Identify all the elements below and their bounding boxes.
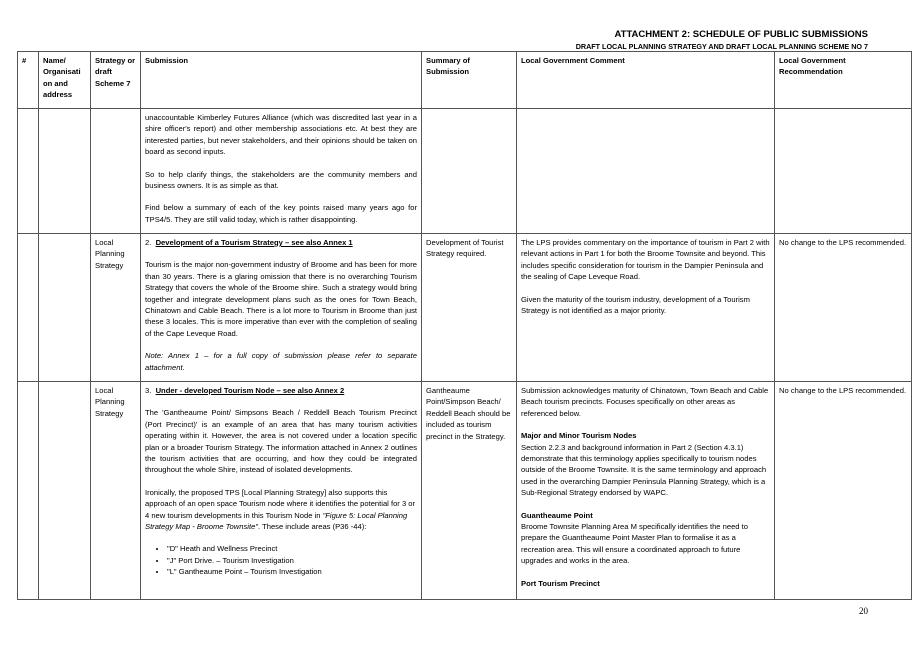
cell-strategy — [91, 109, 141, 234]
submissions-table — [17, 51, 912, 600]
col-header-name: Name/ Organisati on and address — [39, 52, 91, 109]
submission-note: Note: Annex 1 – for a full copy of submission please refer to separate attachment. — [145, 351, 417, 372]
submission-paragraph: unaccountable Kimberley Futures Alliance (which was discredited last year in a shire officer's report) and other membership associations etc. At best they are interested parties, but never stakeholders, and their opinions should be taken on board as second inputs. — [145, 113, 417, 157]
cell-recommendation — [775, 109, 912, 234]
submission-paragraph: So to help clarify things, the stakeholders are the community members and business owners. It is as simple as that. — [145, 169, 417, 191]
submission-heading — [145, 385, 417, 396]
cell-number — [18, 109, 39, 234]
comment-subheading: Guantheaume Point — [521, 510, 593, 520]
cell-name — [39, 234, 91, 382]
col-header-recommendation: Local Government Recommendation — [775, 52, 912, 109]
cell-summary: Gantheaume Point/Simpson Beach/ Reddell Beach should be included as tourism precinct in the Strategy. — [422, 382, 517, 600]
heading-number: 2. — [145, 238, 152, 247]
table-row — [18, 109, 912, 234]
cell-summary — [422, 109, 517, 234]
cell-comment — [517, 234, 775, 382]
cell-recommendation: No change to the LPS recommended. — [775, 382, 912, 600]
table-header-row — [18, 52, 912, 109]
col-header-summary: Summary of Submission — [422, 52, 517, 109]
col-header-strategy: Strategy or draft Scheme 7 — [91, 52, 141, 109]
cell-name — [39, 109, 91, 234]
cell-strategy: Local Planning Strategy — [91, 382, 141, 600]
table-row — [18, 382, 912, 600]
comment-paragraph: Section 2.2.3 and background information in Part 2 (Section 4.3.1) demonstrate that this terminology applies specifically to tourism nodes outside of the Broome Townsite. It is the same terminology and approach used in the overarching Dampier Peninsula Planning Strategy, which is a Sub-Regional Strategy endorsed by WAPC. — [521, 442, 767, 498]
heading-number: 3. — [145, 386, 152, 395]
submission-paragraph: The 'Gantheaume Point/ Simpsons Beach / Reddell Beach Tourism Precinct (Port Precinct)' is an example of an area that has many tourism activities operating within it. However, the area is not covered under a location specific plan or a broader Tourism Strategy. The information attached in Annex 2 outlines the tourism activities that are occurring, and how they could be integrated throughout the whole Shire, instead of isolated developments. — [145, 408, 417, 475]
comment-paragraph: Given the maturity of the tourism industry, development of a Tourism Strategy is not identified as a major priority. — [521, 294, 750, 316]
comment-subheading: Major and Minor Tourism Nodes — [521, 431, 637, 441]
document-subtitle: DRAFT LOCAL PLANNING STRATEGY AND DRAFT LOCAL PLANNING SCHEME NO 7 — [575, 42, 868, 51]
submission-paragraph: Find below a summary of each of the key points raised many years ago for TPS4/5. They are still valid today, which is rather disappointing. — [145, 203, 417, 224]
col-header-comment: Local Government Comment — [517, 52, 775, 109]
precinct-list — [145, 543, 417, 577]
heading-text: Development of a Tourism Strategy – see also Annex 1 — [155, 238, 353, 247]
cell-submission — [141, 382, 422, 600]
page-number: 20 — [859, 606, 868, 616]
cell-recommendation: No change to the LPS recommended. — [775, 234, 912, 382]
cell-strategy: Local Planning Strategy — [91, 234, 141, 382]
cell-name — [39, 382, 91, 600]
comment-paragraph: Submission acknowledges maturity of Chinatown, Town Beach and Cable Beach tourism precincts. Focuses specifically on other areas as referenced below. — [521, 386, 769, 418]
col-header-number: # — [18, 52, 39, 109]
cell-submission — [141, 234, 422, 382]
cell-number — [18, 382, 39, 600]
table-row — [18, 234, 912, 382]
cell-summary: Development of Tourist Strategy required. — [422, 234, 517, 382]
cell-comment — [517, 109, 775, 234]
comment-paragraph: The LPS provides commentary on the importance of tourism in Part 2 with relevant actions in Part 1 for both the Broome Townsite and beyond. This includes specific consideration for tourism in the Dampier Peninsula and the sealing of Cape Leveque Road. — [521, 238, 770, 282]
cell-number — [18, 234, 39, 382]
list-item: • "L" Gantheaume Point – Tourism Investigation — [167, 566, 417, 577]
submission-paragraph: Tourism is the major non-government industry of Broome and has been for more than 30 years. There is a glaring omission that there is no overarching Tourism Strategy that covers the whole of the Broome shire. Such a strategy would bring together and integrate development plans such as the ones for Town Beach, Chinatown and Cable Beach. There is a lot more to Tourism in Broome than just these 3 locales. This is more imperative than ever with the completion of sealing of the Cape Leveque Road. — [145, 260, 417, 338]
comment-paragraph: Broome Townsite Planning Area M specifically identifies the need to prepare the Guantheaume Point Master Plan to formalise it as a recreation area. This will ensure a coordinated approach to future upgrades and works in the area. — [521, 522, 748, 566]
cell-submission — [141, 109, 422, 234]
list-item: • "J" Port Drive. – Tourism Investigation — [167, 555, 417, 566]
list-item: • "D" Heath and Wellness Precinct — [167, 543, 417, 554]
comment-subheading: Port Tourism Precinct — [521, 578, 600, 588]
submission-paragraph: Ironically, the proposed TPS [Local Planning Strategy] also supports this approach of an open space Tourism node where it identifies the potential for 3 or 4 new tourism developments in this Tourism Node in "Figure 5: Local Planning Strategy Map - Broome Townsite". These include areas (P36 -44): — [145, 487, 416, 532]
heading-text: Under - developed Tourism Node – see also Annex 2 — [155, 386, 345, 395]
document-title: ATTACHMENT 2: SCHEDULE OF PUBLIC SUBMISSIONS — [614, 29, 868, 40]
cell-comment — [517, 382, 775, 600]
submission-heading — [145, 237, 417, 248]
col-header-submission: Submission — [141, 52, 422, 109]
